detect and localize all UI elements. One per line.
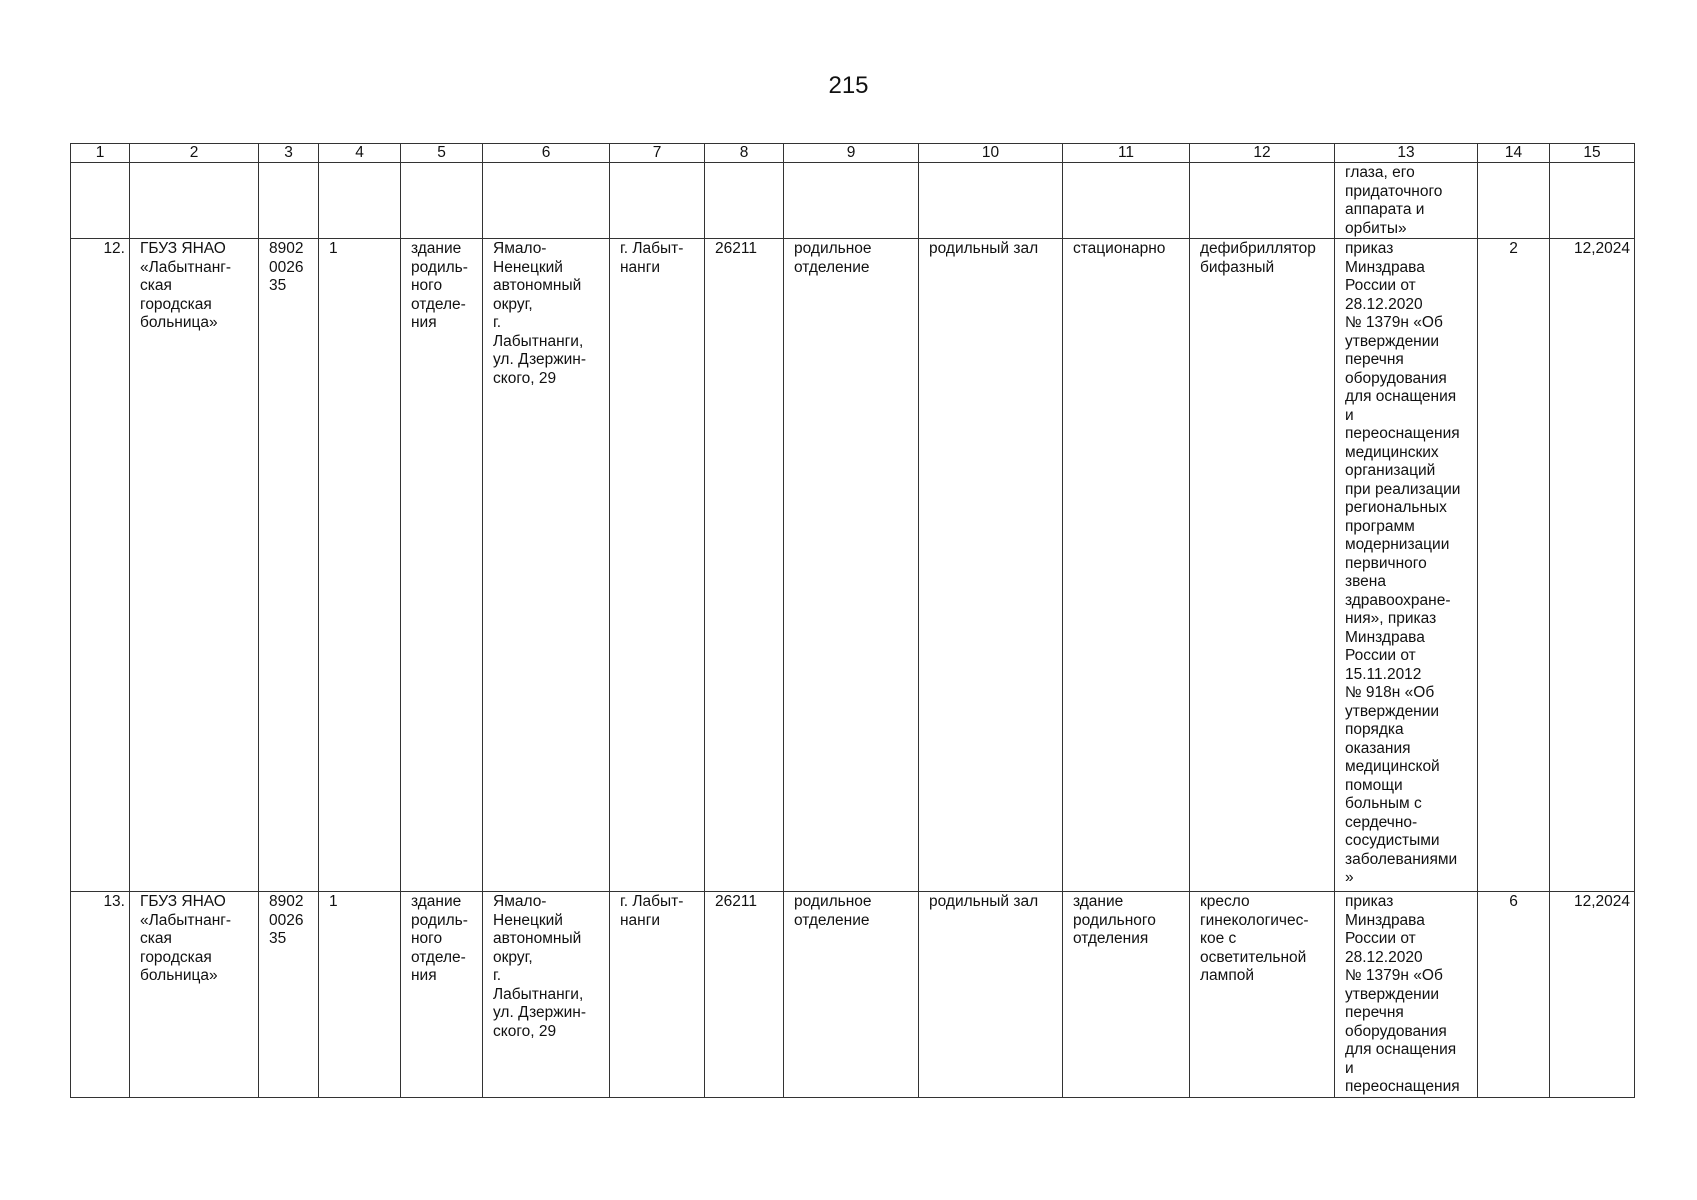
table-cell <box>483 163 610 239</box>
table-cell <box>1478 163 1550 239</box>
equipment-table <box>70 143 1635 1098</box>
table-cell: приказ Минздрава России от 28.12.2020 № 1379н «Об утверждении перечня оборудования для оснащения и переоснащения медицинских организаций при реализации региональных программ модернизации первичного звена здравоохране- ния», приказ Минздрава России от 15.11.2012 № 918н «Об утверждении порядка оказания медицинской помощи больным с сердечно- сосудистыми заболеваниями » <box>1335 239 1478 892</box>
table-cell: 12,2024 <box>1550 239 1635 892</box>
table-cell <box>705 163 784 239</box>
table-cell <box>319 163 401 239</box>
column-header: 8 <box>705 144 784 163</box>
table-cell: здание родиль- ного отделе- ния <box>401 892 483 1098</box>
table-cell: родильный зал <box>919 239 1063 892</box>
column-header: 4 <box>319 144 401 163</box>
table-cell <box>71 163 130 239</box>
table-cell <box>784 163 919 239</box>
table-cell: ГБУЗ ЯНАО «Лабытнанг- ская городская больница» <box>130 239 259 892</box>
table-cell: 6 <box>1478 892 1550 1098</box>
table-row <box>71 163 1635 239</box>
table-cell: Ямало- Ненецкий автономный округ, г. Лабытнанги, ул. Дзержин- ского, 29 <box>483 239 610 892</box>
column-header: 12 <box>1190 144 1335 163</box>
table-cell <box>919 163 1063 239</box>
table-cell: приказ Минздрава России от 28.12.2020 № 1379н «Об утверждении перечня оборудования для оснащения и переоснащения <box>1335 892 1478 1098</box>
table-cell: 2 <box>1478 239 1550 892</box>
table-cell: здание родиль- ного отделе- ния <box>401 239 483 892</box>
table-cell: ГБУЗ ЯНАО «Лабытнанг- ская городская больница» <box>130 892 259 1098</box>
column-header: 5 <box>401 144 483 163</box>
column-header: 3 <box>259 144 319 163</box>
table-cell: 8902 0026 35 <box>259 892 319 1098</box>
column-header: 13 <box>1335 144 1478 163</box>
column-header: 11 <box>1063 144 1190 163</box>
table-cell: стационарно <box>1063 239 1190 892</box>
table-cell: дефибриллятор бифазный <box>1190 239 1335 892</box>
column-header: 14 <box>1478 144 1550 163</box>
column-header: 7 <box>610 144 705 163</box>
table-cell <box>1063 163 1190 239</box>
table-cell: 26211 <box>705 239 784 892</box>
table-cell: г. Лабыт- нанги <box>610 239 705 892</box>
table-cell: 1 <box>319 239 401 892</box>
table-cell: г. Лабыт- нанги <box>610 892 705 1098</box>
column-header: 10 <box>919 144 1063 163</box>
table-cell: 12,2024 <box>1550 892 1635 1098</box>
table-cell: 8902 0026 35 <box>259 239 319 892</box>
table-cell: родильное отделение <box>784 239 919 892</box>
column-header: 15 <box>1550 144 1635 163</box>
table-cell: 26211 <box>705 892 784 1098</box>
table-cell: 1 <box>319 892 401 1098</box>
table-cell: родильное отделение <box>784 892 919 1098</box>
table-cell <box>401 163 483 239</box>
table-row <box>71 892 1635 1098</box>
table-cell: здание родильного отделения <box>1063 892 1190 1098</box>
table-cell: 12. <box>71 239 130 892</box>
table-cell <box>1190 163 1335 239</box>
page-number: 215 <box>828 72 869 99</box>
column-header: 9 <box>784 144 919 163</box>
table-cell: Ямало- Ненецкий автономный округ, г. Лабытнанги, ул. Дзержин- ского, 29 <box>483 892 610 1098</box>
table-cell: кресло гинекологичес- кое с осветительной лампой <box>1190 892 1335 1098</box>
table-cell: 13. <box>71 892 130 1098</box>
column-header: 2 <box>130 144 259 163</box>
table-cell: глаза, его придаточного аппарата и орбиты» <box>1335 163 1478 239</box>
table-row <box>71 239 1635 892</box>
table-cell <box>1550 163 1635 239</box>
header-row <box>71 144 1635 163</box>
column-header: 6 <box>483 144 610 163</box>
table-cell <box>130 163 259 239</box>
table-cell <box>610 163 705 239</box>
table-cell <box>259 163 319 239</box>
table-cell: родильный зал <box>919 892 1063 1098</box>
column-header: 1 <box>71 144 130 163</box>
